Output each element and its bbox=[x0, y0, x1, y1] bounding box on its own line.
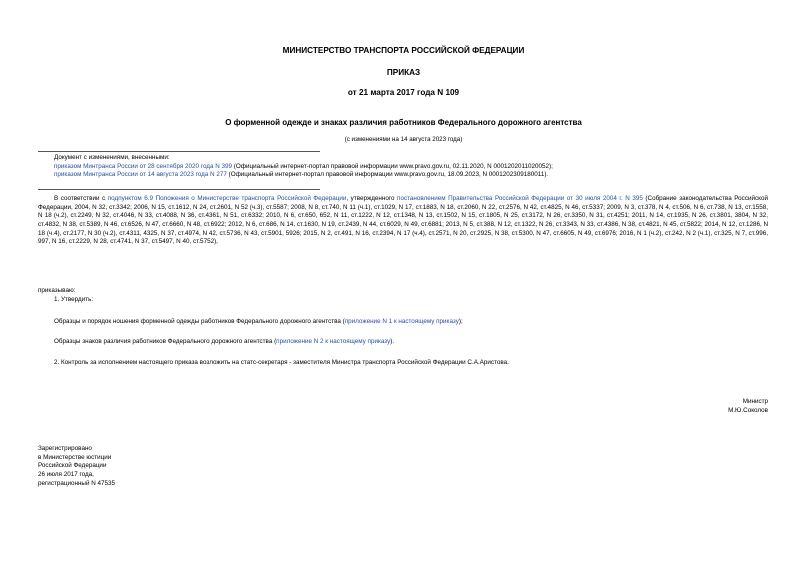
appendix-2-link[interactable]: приложение N 2 к настоящему приказу bbox=[276, 338, 391, 345]
document-date-number: от 21 марта 2017 года N 109 bbox=[347, 88, 460, 97]
item-1a-text: Образцы и порядок ношения форменной одежды работников Федерального дорожного агентства ( bbox=[54, 318, 345, 325]
item-1a bbox=[54, 318, 463, 327]
amendments-top-divider bbox=[38, 151, 320, 152]
preamble-paragraph bbox=[38, 195, 768, 247]
regulation-link[interactable]: подпунктом 6.9 Положения о Министерстве транспорта Российской Федерации bbox=[107, 195, 347, 202]
item-1a-end: ); bbox=[458, 318, 463, 325]
amendments-block bbox=[54, 154, 754, 180]
amendment-source-2: (Официальный интернет-портал правовой информации www.pravo.gov.ru, 18.09.2023, N 0001202309180011). bbox=[226, 171, 549, 179]
ministry-name: МИНИСТЕРСТВО ТРАНСПОРТА РОССИЙСКОЙ ФЕДЕРАЦИИ bbox=[282, 46, 525, 55]
amendment-item bbox=[54, 171, 754, 180]
registration-line: в Министерстве юстиции bbox=[38, 453, 112, 461]
amendments-intro: Документ с изменениями, внесенными: bbox=[54, 154, 170, 161]
document-title: О форменной одежде и знаках различия работников Федерального дорожного агентства bbox=[225, 118, 582, 127]
changes-note: (с изменениями на 14 августа 2023 года) bbox=[344, 136, 463, 143]
item-1: 1. Утвердить: bbox=[54, 296, 94, 303]
registration-line: 26 июля 2017 года, bbox=[38, 471, 94, 479]
document-type: ПРИКАЗ bbox=[386, 68, 421, 77]
item-1b bbox=[54, 338, 394, 347]
government-resolution-link[interactable]: постановлением Правительства Российской Федерации от 30 июля 2004 г. N 395 bbox=[397, 195, 643, 202]
item-1b-text: Образцы знаков различия работников Федерального дорожного агентства ( bbox=[54, 338, 277, 345]
preamble-text: В соответствии с bbox=[54, 195, 108, 202]
signature-block bbox=[568, 398, 768, 415]
amendment-link-1[interactable]: приказом Минтранса России от 28 сентября 2020 года N 399 bbox=[54, 162, 233, 170]
preamble bbox=[38, 195, 768, 247]
signatory-name: М.Ю.Соколов bbox=[728, 406, 768, 414]
amendment-source-1: (Официальный интернет-портал правовой информации www.pravo.gov.ru, 02.11.2020, N 0001202011020052); bbox=[232, 162, 553, 170]
item-1b-end: ). bbox=[390, 338, 395, 345]
amendment-link-2[interactable]: приказом Минтранса России от 14 августа 2023 года N 277 bbox=[54, 171, 227, 179]
preamble-text: , утвержденного bbox=[346, 195, 398, 202]
registration-line: Зарегистрировано bbox=[38, 445, 92, 452]
registration-line: регистрационный N 47535 bbox=[38, 479, 116, 487]
registration-line: Российской Федерации bbox=[38, 462, 107, 470]
preamble-text: (Собрание законодательства Российской Федерации, 2004, N 32, ст.3342; 2006, N 15, ст.1612, N 24, ст.2601, N 52 (ч.3), ст.5587; 2008, N 8, ст.740, N 11 (ч.1), ст.1029, N 17, ст.1883, N 18, ст.2060, N 22, ст.2576, N 42, ст.4825, N 46, ст.5337; 2009, N 3, ст.378, N 4, ст.506, N 6, ст.738, N 13, ст.1558, N 18 (ч.2), ст.2249, N 32, ст.4046, N 33, ст.4088, N 36, ст.4361, N 51, ст.6332; 2010, N 6, ст.650, 652, N 11, ст.1222, N 12, ст.1348, N 13, ст.1502, N 15, ст.1805, N 25, ст.3172, N 26, ст.3350, N 31, ст.4251; 2011, N 14, ст.1935, N 26, ст.3801, 3804, N 32, ст.4832, N 38, ст.5389, N 46, ст.6526, N 47, ст.6660, N 48, ст.6922; 2012, N 6, ст.686, N 14, ст.1630, N 19, ст.2439, N 44, ст.6029, N 49, ст.6881; 2013, N 5, ст.388, N 12, ст.1322, N 26, ст.3343, N 33, ст.4386, N 38, ст.4821, N 45, ст.5822; 2014, N 12, ст.1286, N 18 (ч.4), ст.2177, N 30 (ч.2), ст.4311, 4325, N 37, ст.4974, N 42, ст.5736, N 43, ст.5901, 5926; 2015, N 2, ст.491, N 16, ст.2394, N 17 (ч.4), ст.2571, N 20, ст.2925, N 38, ст.5300, N 47, ст.6605, N 49, ст.6976; 2016, N 1 (ч.2), ст.242, N 2 (ч.1), ст.325, N 7, ст.996, 997, N 16, ст.2229, N 28, ст.4741, N 37, ст.5497, N 40, ст.5752), bbox=[38, 195, 768, 246]
signatory-position: Министр bbox=[742, 398, 768, 405]
amendments-bottom-divider bbox=[38, 189, 320, 190]
item-2: 2. Контроль за исполнением настоящего приказа возложить на статс-секретаря - заместителя Министра транспорта Российской Федерации С.А.Аристова. bbox=[54, 359, 509, 366]
order-word: приказываю: bbox=[38, 287, 76, 294]
registration-block bbox=[38, 445, 238, 488]
appendix-1-link[interactable]: приложение N 1 к настоящему приказу bbox=[344, 318, 459, 325]
